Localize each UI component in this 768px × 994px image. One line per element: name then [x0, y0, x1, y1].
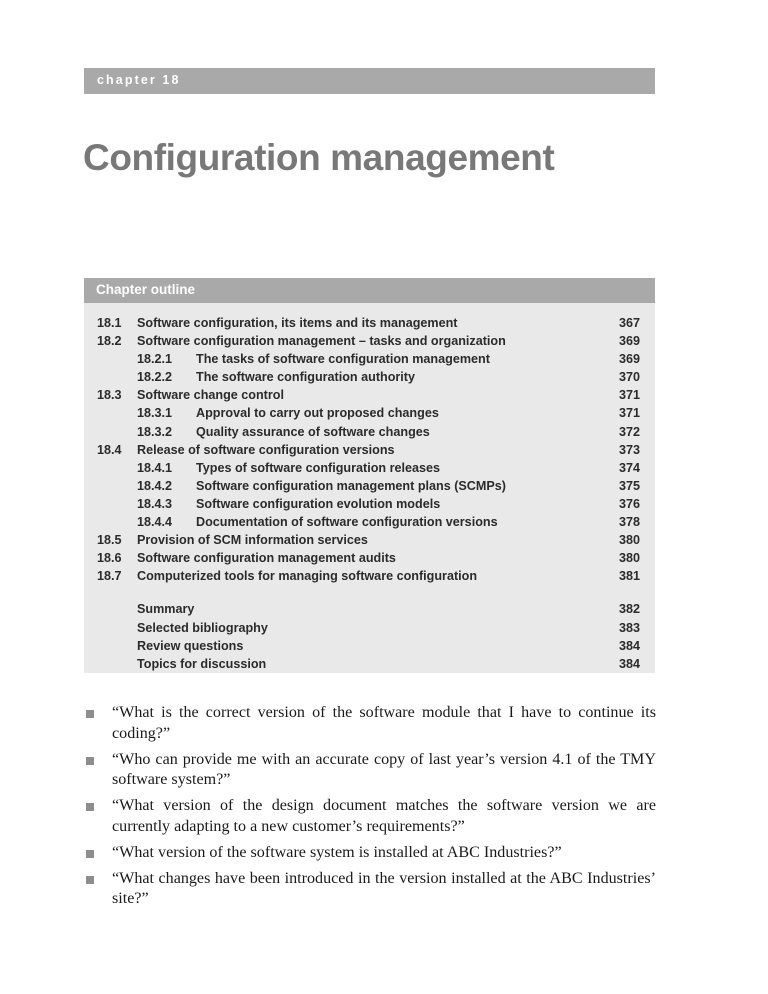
outline-entry-number: 18.2 [97, 334, 122, 349]
outline-entry-page: 383 [618, 620, 640, 635]
chapter-outline-box [84, 278, 655, 673]
outline-entry-page: 380 [618, 533, 640, 548]
outline-entry-page: 384 [618, 638, 640, 653]
quote-text: “Who can provide me with an accurate copy of last year’s version 4.1 of the TMY software system?” [112, 750, 656, 788]
outline-entry-number: 18.4.3 [137, 496, 173, 511]
chapter-outline-heading: Chapter outline [96, 282, 196, 297]
outline-entry-number: 18.4.1 [137, 460, 173, 475]
outline-entry-label: Release of software configuration versions [137, 442, 395, 457]
outline-entry-number: 18.3 [97, 388, 122, 403]
outline-entry-label: Software configuration management – tasks and organization [137, 334, 506, 349]
outline-entry-page: 372 [618, 424, 640, 439]
outline-entry-number: 18.3.1 [137, 406, 173, 421]
outline-entry-label: Review questions [137, 638, 244, 653]
page-title: Configuration management [83, 136, 555, 178]
outline-entry-page: 375 [618, 478, 640, 493]
outline-entry-number: 18.7 [97, 569, 122, 584]
outline-entry-label: Summary [137, 602, 195, 617]
outline-entry-label: Types of software configuration releases [196, 460, 441, 475]
outline-entry-label: Software configuration management audits [137, 551, 396, 566]
square-bullet-icon [86, 850, 94, 858]
outline-entry-page: 370 [618, 370, 640, 385]
chapter-outline-list [84, 316, 655, 675]
outline-entry-number: 18.4.2 [137, 478, 173, 493]
outline-entry-label: Software configuration management plans (SCMPs) [196, 478, 506, 493]
outline-entry[interactable] [84, 533, 655, 551]
outline-entry[interactable] [84, 425, 655, 443]
outline-entry[interactable] [84, 602, 655, 620]
outline-entry-number: 18.3.2 [137, 424, 173, 439]
chapter-label-bar [84, 68, 655, 94]
outline-entry-number: 18.1 [97, 316, 122, 330]
outline-entry-number: 18.2.2 [137, 370, 173, 385]
outline-entry-page: 374 [618, 460, 640, 475]
outline-entry[interactable] [84, 352, 655, 370]
outline-entry[interactable] [84, 569, 655, 587]
chapter-label: chapter 18 [97, 73, 181, 87]
outline-entry[interactable] [84, 551, 655, 569]
outline-entry-number: 18.4 [97, 442, 122, 457]
quote-text: “What is the correct version of the software module that I have to continue its coding?” [112, 704, 656, 742]
list-item [84, 796, 656, 837]
square-bullet-icon [86, 876, 94, 884]
outline-entry-label: Computerized tools for managing software configuration [137, 569, 478, 584]
square-bullet-icon [86, 757, 94, 765]
outline-entry[interactable] [84, 334, 655, 352]
quote-text: “What version of the software system is installed at ABC Industries?” [112, 843, 562, 861]
outline-entry[interactable] [84, 443, 655, 461]
list-item [84, 843, 656, 864]
outline-entry-label: Approval to carry out proposed changes [196, 406, 439, 421]
outline-entry-page: 373 [618, 442, 640, 457]
outline-entry-label: Provision of SCM information services [137, 533, 368, 548]
outline-entry-number: 18.5 [97, 533, 122, 548]
list-item [84, 750, 656, 791]
outline-entry-label: Software change control [137, 388, 284, 403]
outline-entry-number: 18.4.4 [137, 515, 173, 530]
outline-entry-page: 367 [618, 316, 640, 330]
outline-entry-page: 378 [618, 515, 640, 530]
outline-entry-page: 382 [618, 602, 640, 617]
list-item [84, 703, 656, 744]
outline-entry[interactable] [84, 479, 655, 497]
outline-entry-page: 380 [618, 551, 640, 566]
outline-entry[interactable] [84, 316, 655, 334]
chapter-outline-header [84, 278, 655, 303]
outline-entry[interactable] [84, 639, 655, 657]
quote-text: “What changes have been introduced in the version installed at the ABC Industries’ site?” [112, 869, 656, 907]
outline-entry-page: 381 [618, 569, 640, 584]
outline-entry-page: 371 [618, 388, 640, 403]
outline-entry-page: 371 [618, 406, 640, 421]
outline-entry[interactable] [84, 621, 655, 639]
outline-entry-number: 18.2.1 [137, 352, 173, 367]
outline-entry-label: Software configuration, its items and its management [137, 316, 458, 330]
outline-entry-label: Documentation of software configuration versions [196, 515, 498, 530]
quote-text: “What version of the design document matches the software version we are currently adapting to a new customer’s requirements?” [112, 797, 656, 835]
outline-entry-label: Selected bibliography [137, 620, 268, 635]
outline-entry-label: Quality assurance of software changes [196, 424, 430, 439]
outline-entry[interactable] [84, 515, 655, 533]
outline-entry-page: 369 [618, 334, 640, 349]
outline-entry-label: The software configuration authority [196, 370, 416, 385]
opening-quotes-list [84, 703, 656, 915]
outline-entry-label: Topics for discussion [137, 656, 267, 671]
outline-entry[interactable] [84, 388, 655, 406]
outline-entry[interactable] [84, 406, 655, 424]
outline-entry-page: 376 [618, 496, 640, 511]
square-bullet-icon [86, 710, 94, 718]
outline-entry-page: 384 [618, 656, 640, 671]
outline-entry[interactable] [84, 461, 655, 479]
outline-entry[interactable] [84, 657, 655, 675]
square-bullet-icon [86, 803, 94, 811]
outline-entry[interactable] [84, 370, 655, 388]
outline-entry-number: 18.6 [97, 551, 122, 566]
outline-entry-label: Software configuration evolution models [196, 496, 441, 511]
outline-entry-label: The tasks of software configuration management [196, 352, 490, 367]
outline-entry-page: 369 [618, 352, 640, 367]
list-item [84, 869, 656, 910]
outline-entry[interactable] [84, 497, 655, 515]
